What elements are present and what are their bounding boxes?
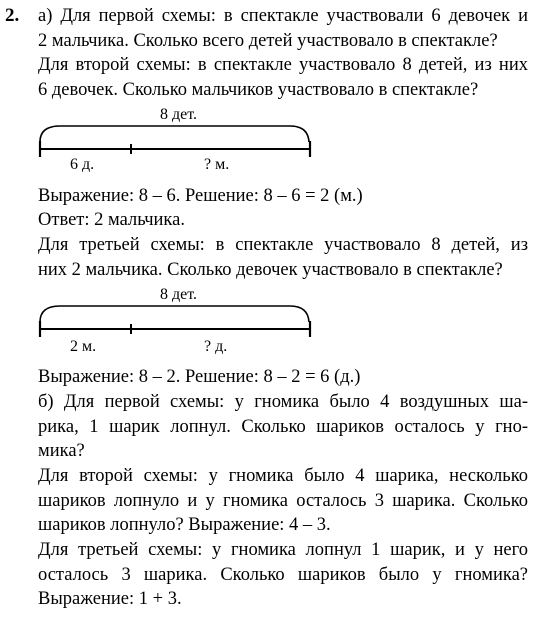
diagram-total-label: 8 дет.	[160, 286, 198, 303]
total-brace	[40, 126, 309, 142]
part-a-scheme3-expression	[38, 365, 528, 390]
diagram-right-label: ? д.	[204, 338, 228, 355]
text-line: мика?	[38, 441, 85, 461]
text-line: 6 девочек. Сколько мальчиков участвовало в спектакле?	[38, 79, 479, 100]
text-line: шариков лопнуло? Выражение: 4 – 3.	[38, 515, 331, 535]
part-b-scheme2-question	[38, 464, 528, 538]
text-line: шариков лопнуло и у гномика осталось 3 шарика. Сколько	[38, 490, 528, 511]
diagram-total-label: 8 дет.	[160, 106, 198, 123]
text-line: рика, 1 шарик лопнул. Сколько шариков осталось у гно-	[38, 416, 528, 437]
part-a-scheme2-answer	[38, 208, 528, 233]
part-a-scheme2-question	[38, 53, 528, 102]
part-b-scheme1-question	[38, 390, 528, 464]
text-line: них 2 мальчика. Сколько девочек участвовало в спектакле?	[38, 259, 503, 280]
text-line: Для второй схемы: в спектакле участвовало 8 детей, из них	[38, 55, 528, 75]
text-line: Выражение: 1 + 3.	[38, 589, 182, 609]
segment-diagram-1	[30, 106, 320, 173]
text-line: Выражение: 8 – 2. Решение: 8 – 2 = 6 (д.)	[38, 367, 361, 387]
part-b-scheme3-question	[38, 538, 528, 612]
text-line: Ответ: 2 мальчика.	[38, 210, 185, 230]
text-line: 2 мальчика. Сколько всего детей участвовало в спектакле?	[38, 30, 498, 51]
text-line: Выражение: 8 – 6. Решение: 8 – 6 = 2 (м.)	[38, 186, 363, 206]
total-brace	[40, 306, 309, 322]
problem-number: 2.	[5, 5, 20, 26]
text-line: Для третьей схемы: в спектакле участвовало 8 детей, из	[38, 235, 528, 255]
part-a-scheme3-question	[38, 233, 528, 282]
diagram-right-label: ? м.	[204, 156, 230, 173]
text-line: осталось 3 шарика. Сколько шариков было у гномика?	[38, 564, 528, 585]
text-line: Для второй схемы: у гномика было 4 шарика, несколько	[38, 466, 528, 486]
text-line: Для третьей схемы: у гномика лопнул 1 шарик, и у него	[38, 540, 528, 560]
diagram-left-label: 2 м.	[70, 338, 97, 355]
part-a-scheme2-expression	[38, 184, 528, 209]
segment-diagram-2	[30, 286, 320, 355]
text-line: б) Для первой схемы: у гномика было 4 воздушных ша-	[38, 392, 528, 412]
text-line: а) Для первой схемы: в спектакле участвовали 6 девочек и	[38, 6, 528, 26]
part-a-scheme1-question	[38, 4, 528, 53]
diagram-left-label: 6 д.	[70, 156, 95, 173]
